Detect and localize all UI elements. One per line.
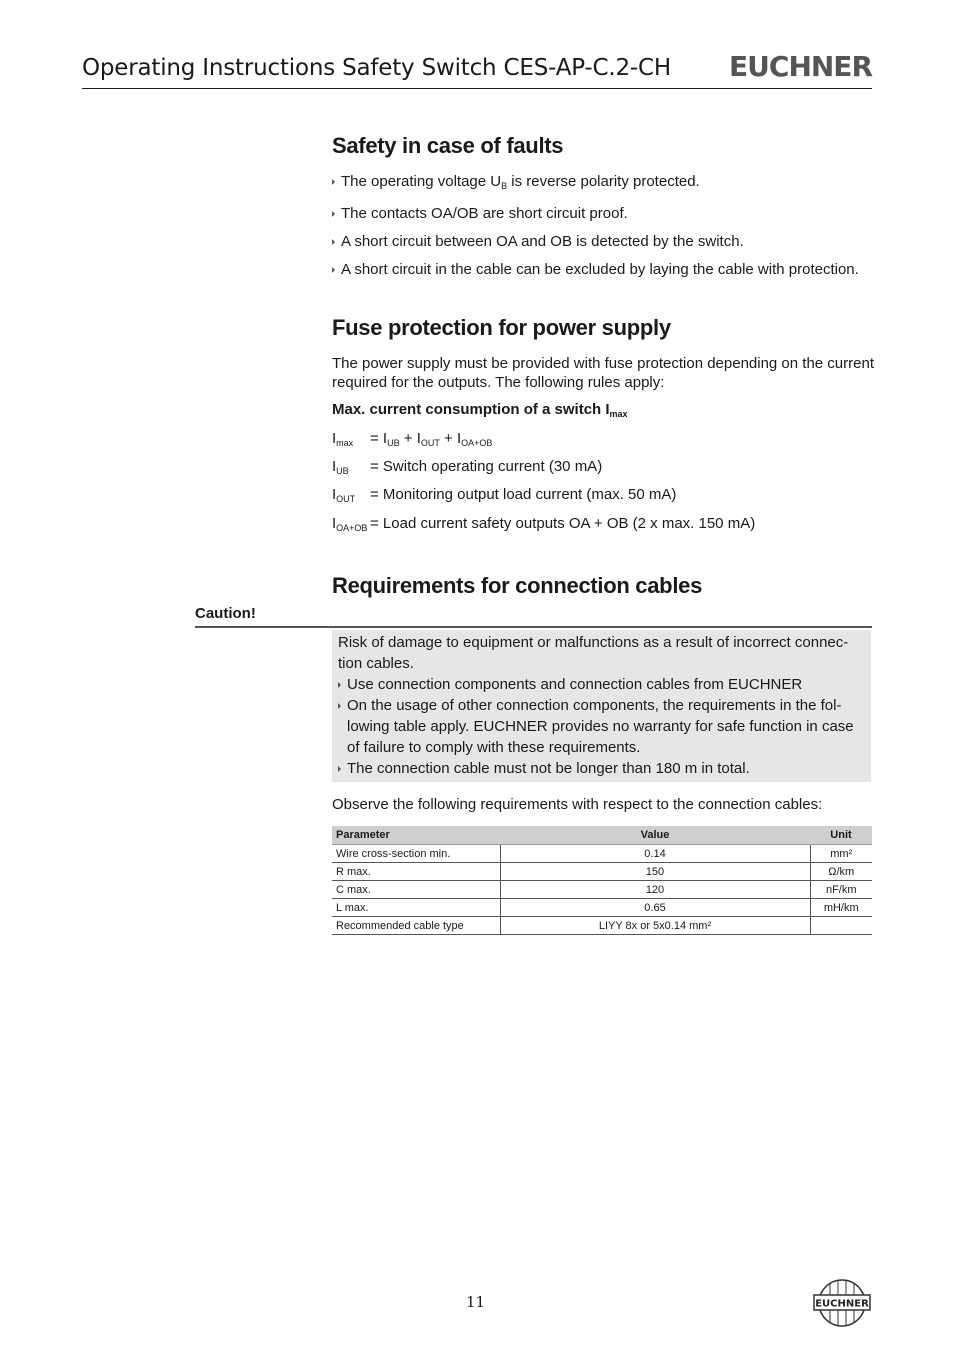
- arrow-bullet-icon: [332, 211, 335, 217]
- caution-bullet-continued: of failure to comply with these requirements.: [347, 739, 641, 756]
- euchner-seal-logo-icon: [813, 1278, 871, 1328]
- table-cell: L max.: [332, 899, 500, 917]
- list-item: A short circuit in the cable can be excluded by laying the cable with protection.: [332, 261, 877, 279]
- table-cell: nF/km: [810, 881, 872, 899]
- fuse-intro: The power supply must be provided with fuse protection depending on the current required for the outputs. The following rules apply:: [332, 355, 874, 391]
- list-item: The contacts OA/OB are short circuit proof.: [332, 205, 877, 223]
- table-cell: LIYY 8x or 5x0.14 mm²: [500, 917, 810, 935]
- caution-text: tion cables.: [338, 655, 414, 672]
- table-cell: Ω/km: [810, 863, 872, 881]
- table-row: [332, 881, 872, 899]
- arrow-bullet-icon: [338, 766, 341, 772]
- table-header-row: [332, 826, 872, 845]
- arrow-bullet-icon: [338, 703, 341, 709]
- definition-iout: $I_{OUT}$ = Monitoring output load current (max. 50 mA): [332, 486, 677, 504]
- faults-list: [332, 173, 877, 289]
- caution-bullet: Use connection components and connection cables from EUCHNER: [338, 674, 865, 695]
- list-item: The operating voltage $U_B$ is reverse polarity protected.: [332, 173, 877, 195]
- fuse-subheading: Max. current consumption of a switch $I_{max}$: [332, 401, 628, 419]
- header-title: Operating Instructions Safety Switch CES-AP-C.2-CH: [82, 55, 671, 81]
- table-cell: R max.: [332, 863, 500, 881]
- table-cell: 120: [500, 881, 810, 899]
- header-rule: [82, 88, 872, 89]
- table-row: [332, 863, 872, 881]
- table-cell: C max.: [332, 881, 500, 899]
- table-row: [332, 917, 872, 935]
- heading-safety-faults: Safety in case of faults: [332, 133, 564, 158]
- arrow-bullet-icon: [332, 239, 335, 245]
- caution-bullet-continued: lowing table apply. EUCHNER provides no warranty for safe function in case: [347, 718, 854, 735]
- heading-fuse-protection: Fuse protection for power supply: [332, 315, 671, 340]
- brand-logo: EUCHNER: [729, 50, 872, 83]
- table-cell: 0.14: [500, 845, 810, 863]
- column-header: Unit: [810, 826, 872, 845]
- caution-box: [332, 630, 871, 782]
- arrow-bullet-icon: [332, 179, 335, 185]
- heading-connection-cables: Requirements for connection cables: [332, 573, 702, 598]
- formula-imax: $I_{max} = I_{UB} + I_{OUT} + I_{OA+OB}$: [332, 430, 493, 448]
- caution-label: Caution!: [195, 605, 256, 622]
- table-cell: mm²: [810, 845, 872, 863]
- list-item: A short circuit between OA and OB is detected by the switch.: [332, 233, 877, 251]
- table-cell: Recommended cable type: [332, 917, 500, 935]
- caution-text: Risk of damage to equipment or malfunctions as a result of incorrect connec-: [338, 634, 849, 651]
- table-cell: Wire cross-section min.: [332, 845, 500, 863]
- caution-bullet: On the usage of other connection components, the requirements in the fol-: [338, 695, 865, 716]
- caution-rule: [195, 626, 872, 628]
- svg-text:EUCHNER: EUCHNER: [815, 1298, 869, 1310]
- arrow-bullet-icon: [338, 682, 341, 688]
- page-number: 11: [466, 1293, 486, 1311]
- table-cell: 150: [500, 863, 810, 881]
- arrow-bullet-icon: [332, 267, 335, 273]
- table-cell: mH/km: [810, 899, 872, 917]
- definition-ioaob: $I_{OA+OB}$ = Load current safety outputs OA + OB (2 x max. 150 mA): [332, 515, 756, 533]
- table-row: [332, 845, 872, 863]
- table-cell: [810, 917, 872, 935]
- column-header: Parameter: [332, 826, 500, 845]
- table-row: [332, 899, 872, 917]
- definition-iub: $I_{UB}$ = Switch operating current (30 mA): [332, 458, 603, 476]
- observe-text: Observe the following requirements with respect to the connection cables:: [332, 796, 823, 813]
- caution-bullet: The connection cable must not be longer than 180 m in total.: [338, 758, 865, 779]
- cable-requirements-table: [332, 826, 872, 935]
- column-header: Value: [500, 826, 810, 845]
- table-cell: 0.65: [500, 899, 810, 917]
